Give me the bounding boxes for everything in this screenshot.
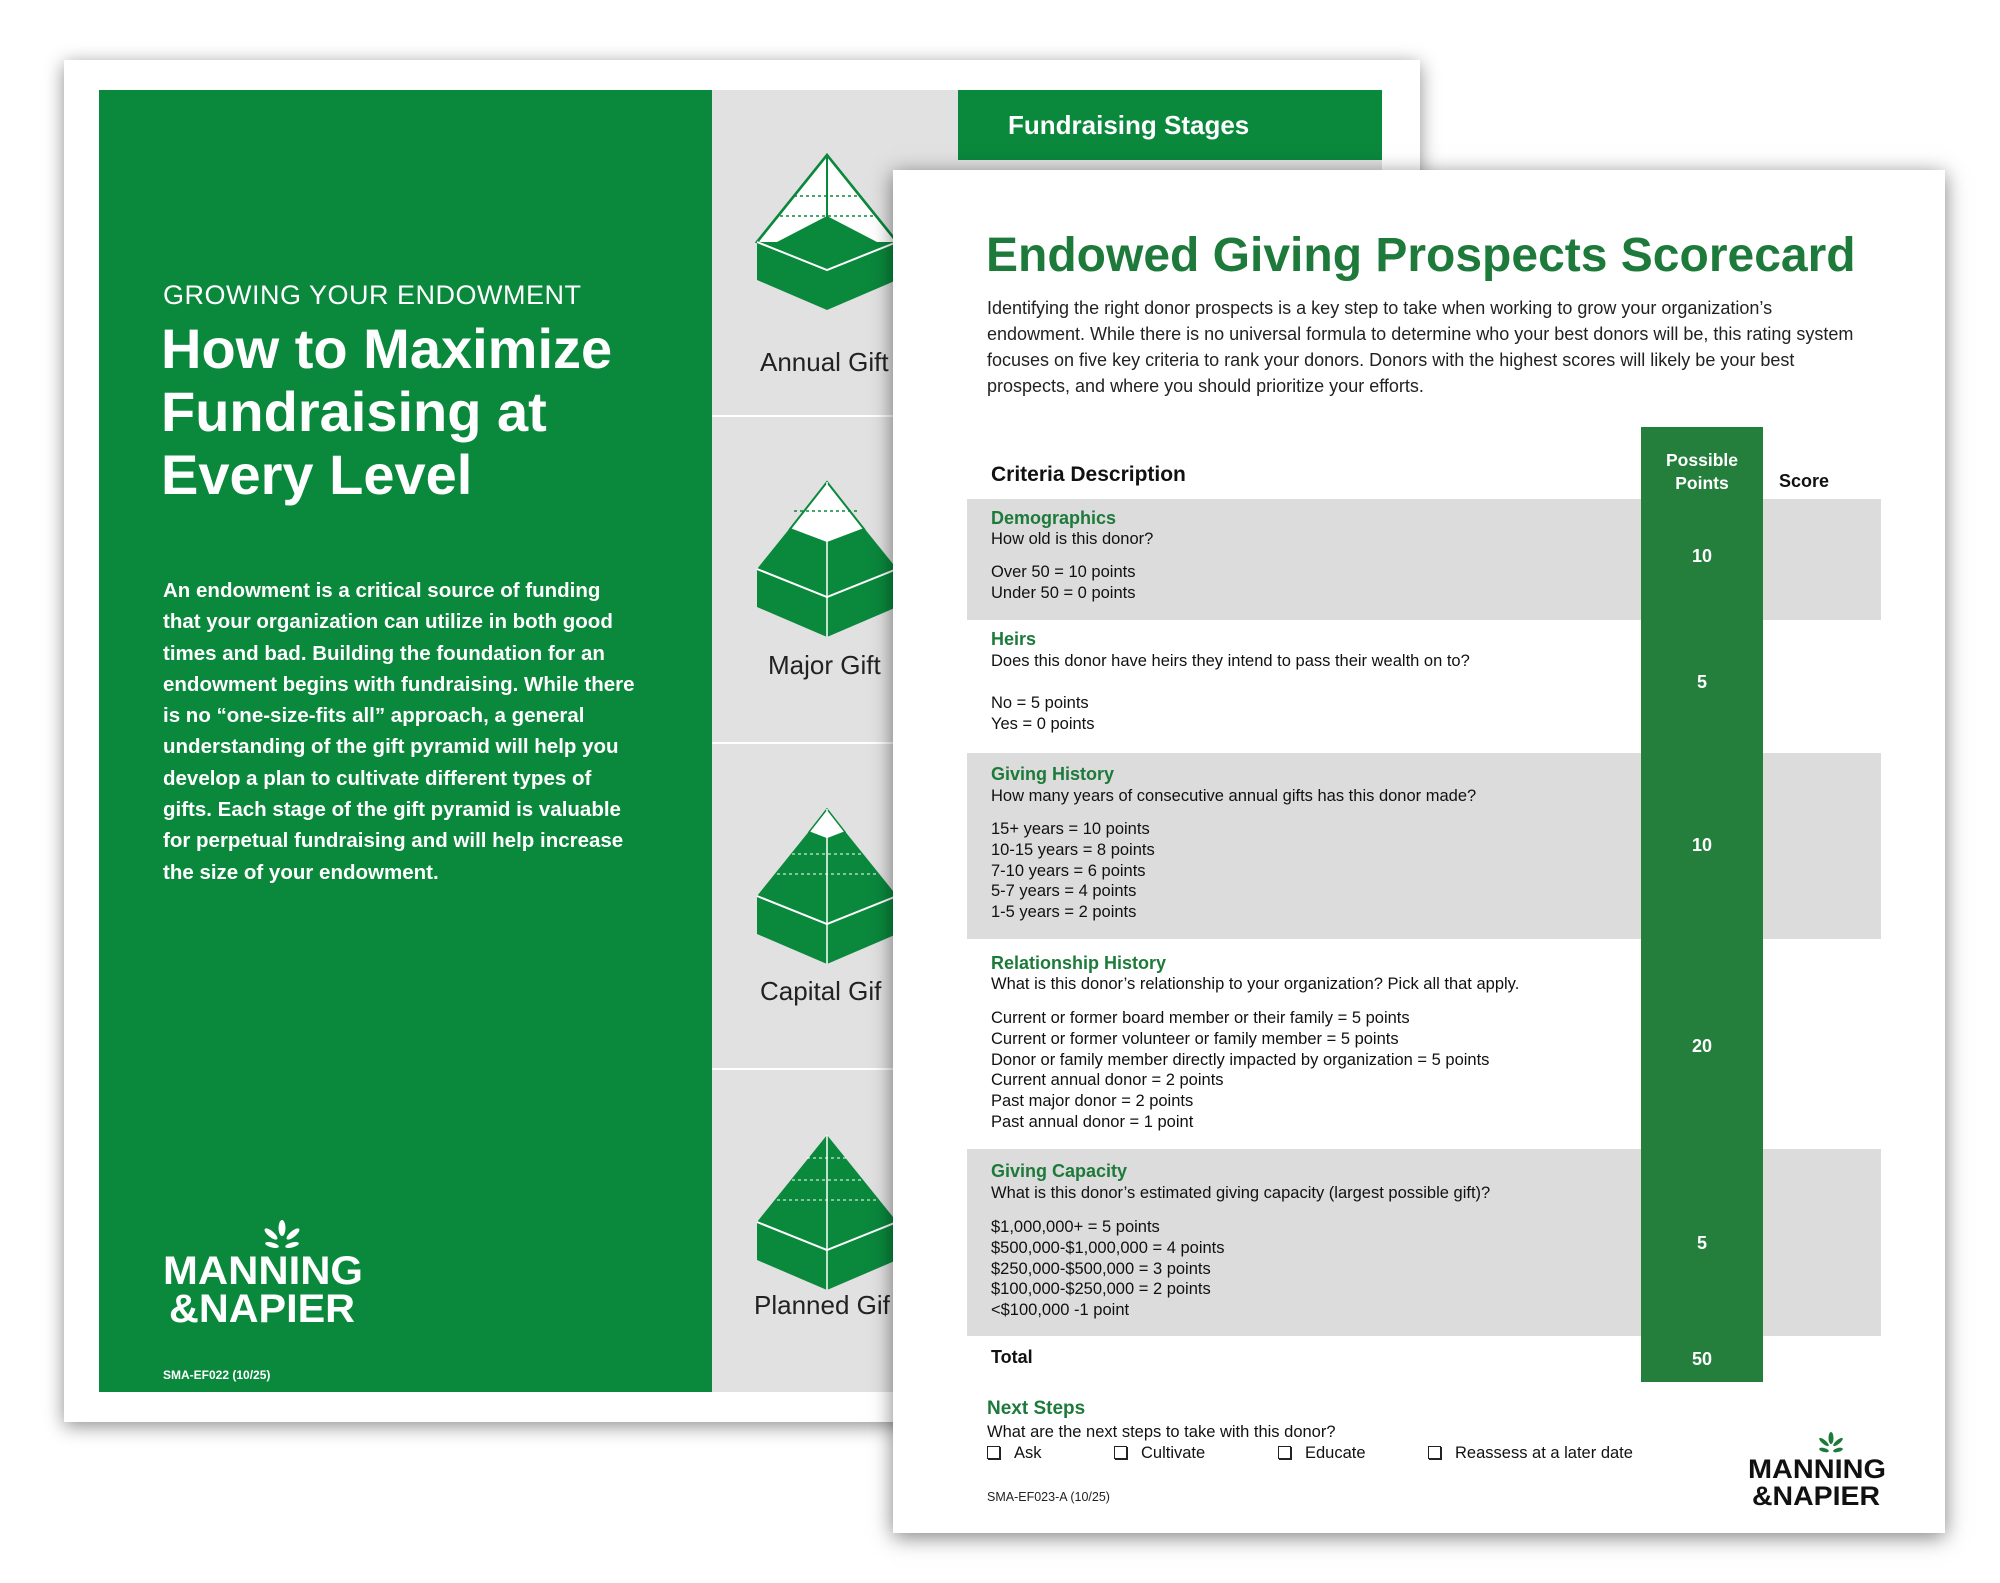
header-line: Possible [1666, 450, 1738, 470]
manning-napier-logo [1748, 1430, 1888, 1510]
row-question: How many years of consecutive annual gifts has this donor made? [991, 787, 1477, 805]
next-steps-options [987, 1444, 1787, 1468]
option-line: $500,000-$1,000,000 = 4 points [991, 1238, 1225, 1257]
row-title: Giving Capacity [991, 1161, 1128, 1181]
checkbox-icon[interactable] [1428, 1446, 1441, 1459]
stage-label: Major Gift [768, 650, 881, 680]
next-steps-question: What are the next steps to take with this donor? [987, 1423, 1336, 1441]
row-title: Giving History [991, 764, 1115, 784]
stages-header-title: Fundraising Stages [1008, 110, 1250, 140]
next-step-reassess[interactable] [1428, 1444, 1633, 1463]
stage-label: Annual Gift [760, 347, 889, 377]
pyramid-major-icon [752, 477, 902, 647]
score-header: Score [1779, 471, 1830, 491]
intro-panel [99, 90, 712, 1392]
option-label: Reassess at a later date [1455, 1444, 1633, 1462]
option-line: Current annual donor = 2 points [991, 1071, 1224, 1090]
option-line: Past major donor = 2 points [991, 1092, 1194, 1111]
row-title: Heirs [991, 629, 1037, 649]
row-options [991, 819, 1155, 923]
eyebrow-label: GROWING YOUR ENDOWMENT [163, 280, 582, 310]
logo-text-napier: &NAPIER [169, 1287, 356, 1328]
criteria-table [967, 427, 1881, 1385]
logo-text-manning: MANNING [163, 1249, 363, 1293]
option-label: Educate [1305, 1444, 1366, 1462]
header-line: Points [1675, 473, 1729, 493]
row-options [991, 562, 1135, 604]
document-code: SMA-EF022 (10/25) [163, 1368, 271, 1382]
next-step-cultivate[interactable] [1114, 1444, 1205, 1463]
option-line: 7-10 years = 6 points [991, 861, 1146, 880]
logo-text-manning: MANNING [1748, 1454, 1886, 1484]
possible-points-header [1641, 449, 1763, 495]
manning-napier-logo [163, 1218, 363, 1328]
option-line: 1-5 years = 2 points [991, 903, 1137, 922]
row-points: 10 [1691, 546, 1713, 566]
option-line: <$100,000 -1 point [991, 1301, 1130, 1320]
option-line: Donor or family member directly impacted by organization = 5 points [991, 1050, 1490, 1069]
option-line: 15+ years = 10 points [991, 820, 1150, 838]
option-line: 10-15 years = 8 points [991, 840, 1155, 859]
row-question: Does this donor have heirs they intend to pass their wealth on to? [991, 652, 1470, 670]
row-options [991, 1008, 1489, 1133]
logo-text-napier: &NAPIER [1752, 1481, 1880, 1510]
checkbox-icon[interactable] [1114, 1446, 1127, 1459]
option-line: Past annual donor = 1 point [991, 1112, 1194, 1131]
next-step-ask[interactable] [987, 1444, 1042, 1463]
row-points: 5 [1696, 1233, 1707, 1253]
option-line: Yes = 0 points [991, 714, 1095, 733]
option-label: Cultivate [1141, 1444, 1206, 1462]
option-line: No = 5 points [991, 694, 1089, 712]
option-line: $250,000-$500,000 = 3 points [991, 1259, 1211, 1278]
total-points: 50 [1691, 1349, 1713, 1369]
total-label: Total [991, 1347, 1033, 1367]
row-options [991, 1217, 1225, 1321]
option-line: Under 50 = 0 points [991, 583, 1136, 602]
row-question: What is this donor’s relationship to your organization? Pick all that apply. [991, 975, 1520, 993]
scorecard-intro: Identifying the right donor prospects is a key step to take when working to grow your organization’s endowment. While there is no universal formula to determine who your best donors will be, this rating system focuses on five key criteria to rank your donors. Donors with the highest scores will likely be your best prospects, and where you should prioritize your efforts. [987, 298, 1854, 396]
checkbox-icon[interactable] [1278, 1446, 1291, 1459]
stage-label: Planned Gif [754, 1290, 890, 1320]
criteria-header: Criteria Description [991, 463, 1186, 486]
row-options [991, 693, 1095, 735]
next-step-educate[interactable] [1278, 1444, 1366, 1463]
scorecard-title: Endowed Giving Prospects Scorecard [986, 229, 1856, 282]
pyramid-annual-icon [752, 150, 902, 310]
intro-paragraph: An endowment is a critical source of funding that your organization can utilize in both good times and bad. Building the foundation for an endowment begins with fundraising. While there is no “one-size-fits all” approach, a general understanding of the gift pyramid will help you develop a plan to cultivate different types of gifts. Each stage of the gift pyramid is valuable for perpetual fundraising and will help increase the size of your endowment. [163, 579, 635, 884]
option-line: $1,000,000+ = 5 points [991, 1218, 1160, 1236]
page-title: How to Maximize Fundraising at Every Level [161, 317, 613, 506]
row-question: What is this donor’s estimated giving capacity (largest possible gift)? [991, 1184, 1491, 1202]
option-line: 5-7 years = 4 points [991, 882, 1137, 901]
pyramid-planned-icon [752, 1130, 902, 1300]
option-line: $100,000-$250,000 = 2 points [991, 1280, 1211, 1299]
scorecard-page [893, 170, 1945, 1533]
row-title: Demographics [991, 508, 1117, 528]
row-question: How old is this donor? [991, 530, 1154, 548]
option-line: Over 50 = 10 points [991, 563, 1136, 581]
option-line: Current or former volunteer or family member = 5 points [991, 1029, 1399, 1048]
stage-label: Capital Gif [760, 976, 882, 1006]
document-code: SMA-EF023-A (10/25) [987, 1490, 1110, 1504]
row-title: Relationship History [991, 953, 1167, 973]
option-label: Ask [1014, 1444, 1042, 1462]
stages-header [958, 90, 1382, 160]
next-steps-title: Next Steps [987, 1398, 1086, 1419]
row-points: 20 [1691, 1036, 1713, 1056]
row-points: 10 [1691, 835, 1713, 855]
checkbox-icon[interactable] [987, 1446, 1000, 1459]
pyramid-capital-icon [752, 804, 902, 974]
row-points: 5 [1696, 672, 1707, 692]
option-line: Current or former board member or their family = 5 points [991, 1009, 1410, 1027]
